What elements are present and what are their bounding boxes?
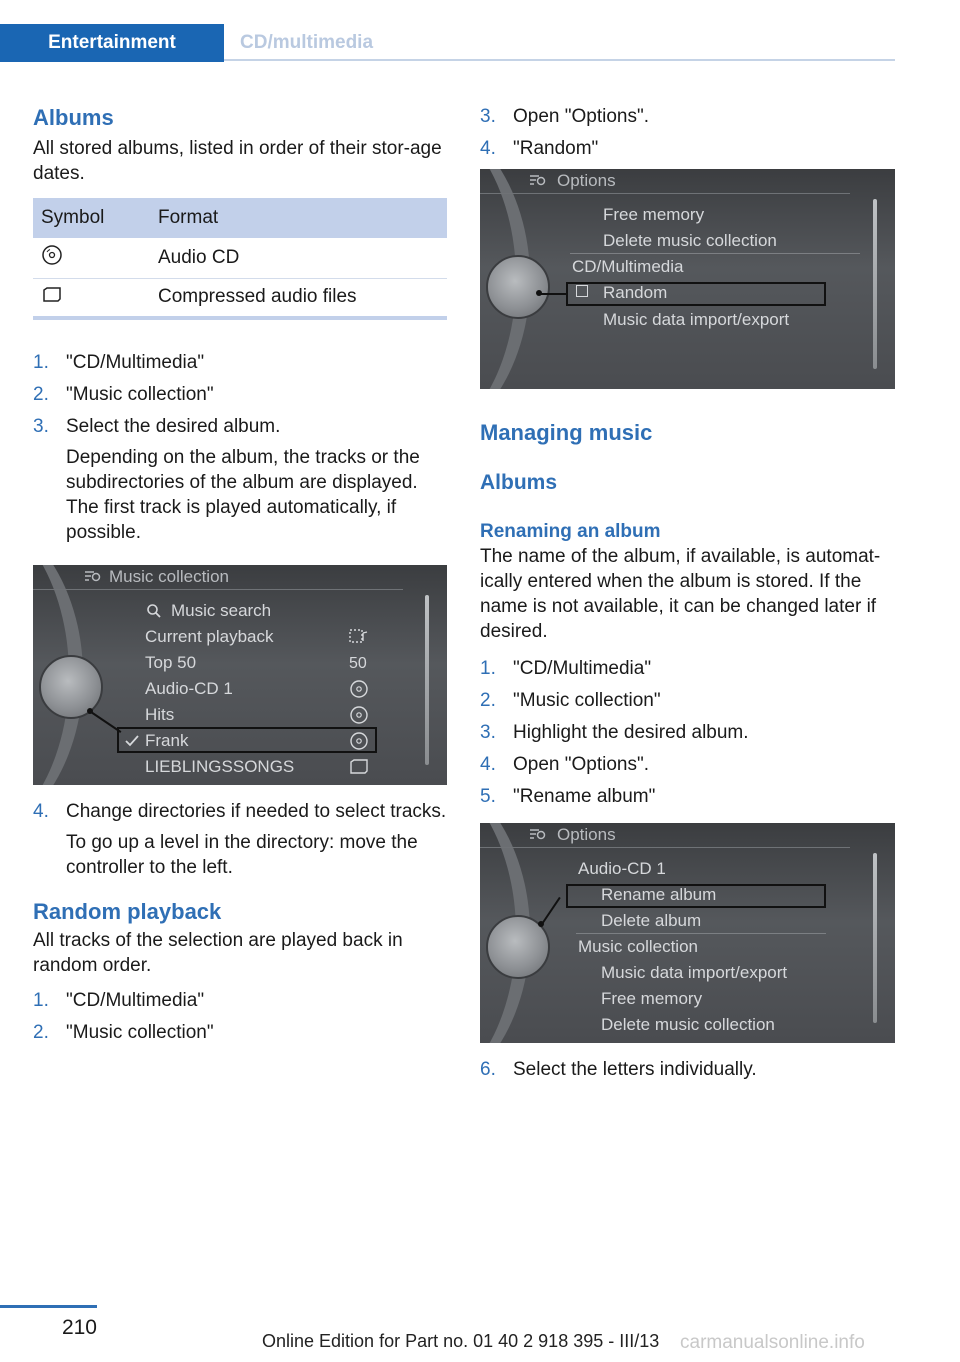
albums-subheading: Albums — [480, 471, 558, 494]
steps-list-random — [33, 988, 447, 1045]
right-column — [480, 104, 896, 1089]
albums-heading: Albums — [33, 105, 114, 130]
list-item: 5. "Rename album" — [480, 786, 656, 807]
managing-music-heading: Managing music — [480, 420, 653, 445]
menu-item-delete-music-collection: Delete music collection — [601, 1015, 775, 1034]
list-item: 3. Open "Options". — [480, 106, 650, 127]
playback-icon — [349, 629, 369, 645]
steps-list-random-cont — [480, 104, 896, 161]
renaming-album-heading: Renaming an album — [480, 521, 661, 542]
top-50-count: 50 — [349, 655, 367, 672]
scrollbar — [873, 853, 877, 1023]
watermark: carmanualsonline.info — [680, 1332, 865, 1353]
table-row — [33, 278, 447, 318]
table-cell-format: Audio CD — [150, 238, 447, 278]
checkmark-icon — [125, 735, 139, 747]
footer-rule — [0, 1305, 97, 1308]
menu-item-top-50: Top 50 — [145, 653, 197, 672]
edition-info: Online Edition for Part no. 01 40 2 918 395 - III/13 — [262, 1331, 660, 1351]
page-header — [0, 24, 895, 62]
section-tab-cd-multimedia: CD/multimedia — [240, 32, 374, 53]
list-item: 4. "Random" — [480, 138, 599, 159]
menu-item-free-memory: Free memory — [601, 989, 703, 1008]
list-item: 1. "CD/Multimedia" — [33, 352, 205, 373]
page-number: 210 — [61, 1316, 97, 1339]
folder-icon — [41, 283, 63, 305]
list-item: 3. Highlight the desired album. — [480, 722, 749, 743]
left-column — [33, 104, 447, 1052]
menu-item-audio-cd-1: Audio-CD 1 — [145, 679, 233, 698]
random-playback-heading: Random playback — [33, 899, 222, 924]
steps-list-change-directories — [33, 799, 447, 880]
albums-description: All stored albums, listed in order of their stor-age dates. — [33, 138, 442, 184]
menu-item-free-memory: Free memory — [603, 205, 705, 224]
cd-icon — [349, 679, 369, 699]
menu-item-current-playback: Current playback — [145, 627, 274, 646]
cd-icon — [349, 705, 369, 725]
options-gear-icon — [83, 569, 101, 583]
list-item: 2. "Music collection" — [33, 384, 214, 405]
random-playback-description: All tracks of the selection are played back in random order. — [33, 930, 403, 976]
screen-title: Music collection — [109, 567, 229, 586]
menu-item-delete-music-collection: Delete music collection — [603, 231, 777, 250]
list-item: 4. Change directories if needed to select tracks. To go up a level in the directory: move the controller to the left. — [33, 801, 447, 878]
folder-icon — [349, 757, 369, 775]
controller-knob — [486, 255, 550, 319]
menu-item-music-data-import-export: Music data import/export — [601, 963, 788, 982]
menu-item-delete-album: Delete album — [601, 911, 702, 930]
checkbox-icon — [576, 285, 588, 297]
table-header-format: Format — [150, 198, 447, 238]
menu-item-frank: Frank — [145, 731, 189, 750]
cd-icon — [41, 244, 63, 266]
search-icon — [146, 603, 162, 619]
list-item: 4. Open "Options". — [480, 754, 650, 775]
scrollbar — [873, 199, 877, 369]
renaming-album-description: The name of the album, if available, is automat-ically entered when the album is stored. If the name is not available, it can be changed later if desired. — [480, 546, 881, 642]
scrollbar — [425, 595, 429, 765]
list-item: 3. Select the desired album. Depending on the album, the tracks or the subdirectories of the album are displayed. The first track is played automatically, if possible. — [33, 416, 420, 543]
screen-title: Options — [557, 171, 616, 190]
section-tab-entertainment: Entertainment — [0, 24, 224, 62]
list-item: 1. "CD/Multimedia" — [33, 990, 205, 1011]
steps-list-select-album — [33, 350, 447, 545]
list-item: 6. Select the letters individually. — [480, 1059, 757, 1080]
menu-group-audio-cd-1: Audio-CD 1 — [578, 859, 666, 878]
screen-title: Options — [557, 825, 616, 844]
header-rule — [224, 59, 895, 61]
table-row — [33, 238, 447, 278]
screenshot-music-collection — [33, 565, 447, 785]
list-item: 2. "Music collection" — [33, 1022, 214, 1043]
options-gear-icon — [528, 173, 546, 187]
menu-item-music-data-import-export: Music data import/export — [603, 310, 790, 329]
menu-group-music-collection: Music collection — [578, 937, 698, 956]
controller-knob — [39, 655, 103, 719]
cd-icon — [349, 731, 369, 751]
symbol-format-table — [33, 198, 447, 320]
screenshot-options-rename — [480, 823, 895, 1043]
menu-item-lieblingssongs: LIEBLINGSSONGS — [145, 757, 295, 776]
list-item: 1. "CD/Multimedia" — [480, 658, 652, 679]
table-cell-format: Compressed audio files — [150, 278, 447, 318]
steps-list-rename-cont — [480, 1057, 896, 1082]
table-header-symbol: Symbol — [33, 198, 150, 238]
menu-item-music-search: Music search — [171, 601, 272, 620]
list-item: 2. "Music collection" — [480, 690, 661, 711]
menu-item-rename-album: Rename album — [601, 885, 717, 904]
options-gear-icon — [528, 827, 546, 841]
steps-list-rename — [480, 656, 896, 809]
menu-item-random: Random — [603, 283, 668, 302]
screenshot-options-random — [480, 169, 895, 389]
menu-item-hits: Hits — [145, 705, 175, 724]
menu-group-cd-multimedia: CD/Multimedia — [572, 257, 684, 276]
